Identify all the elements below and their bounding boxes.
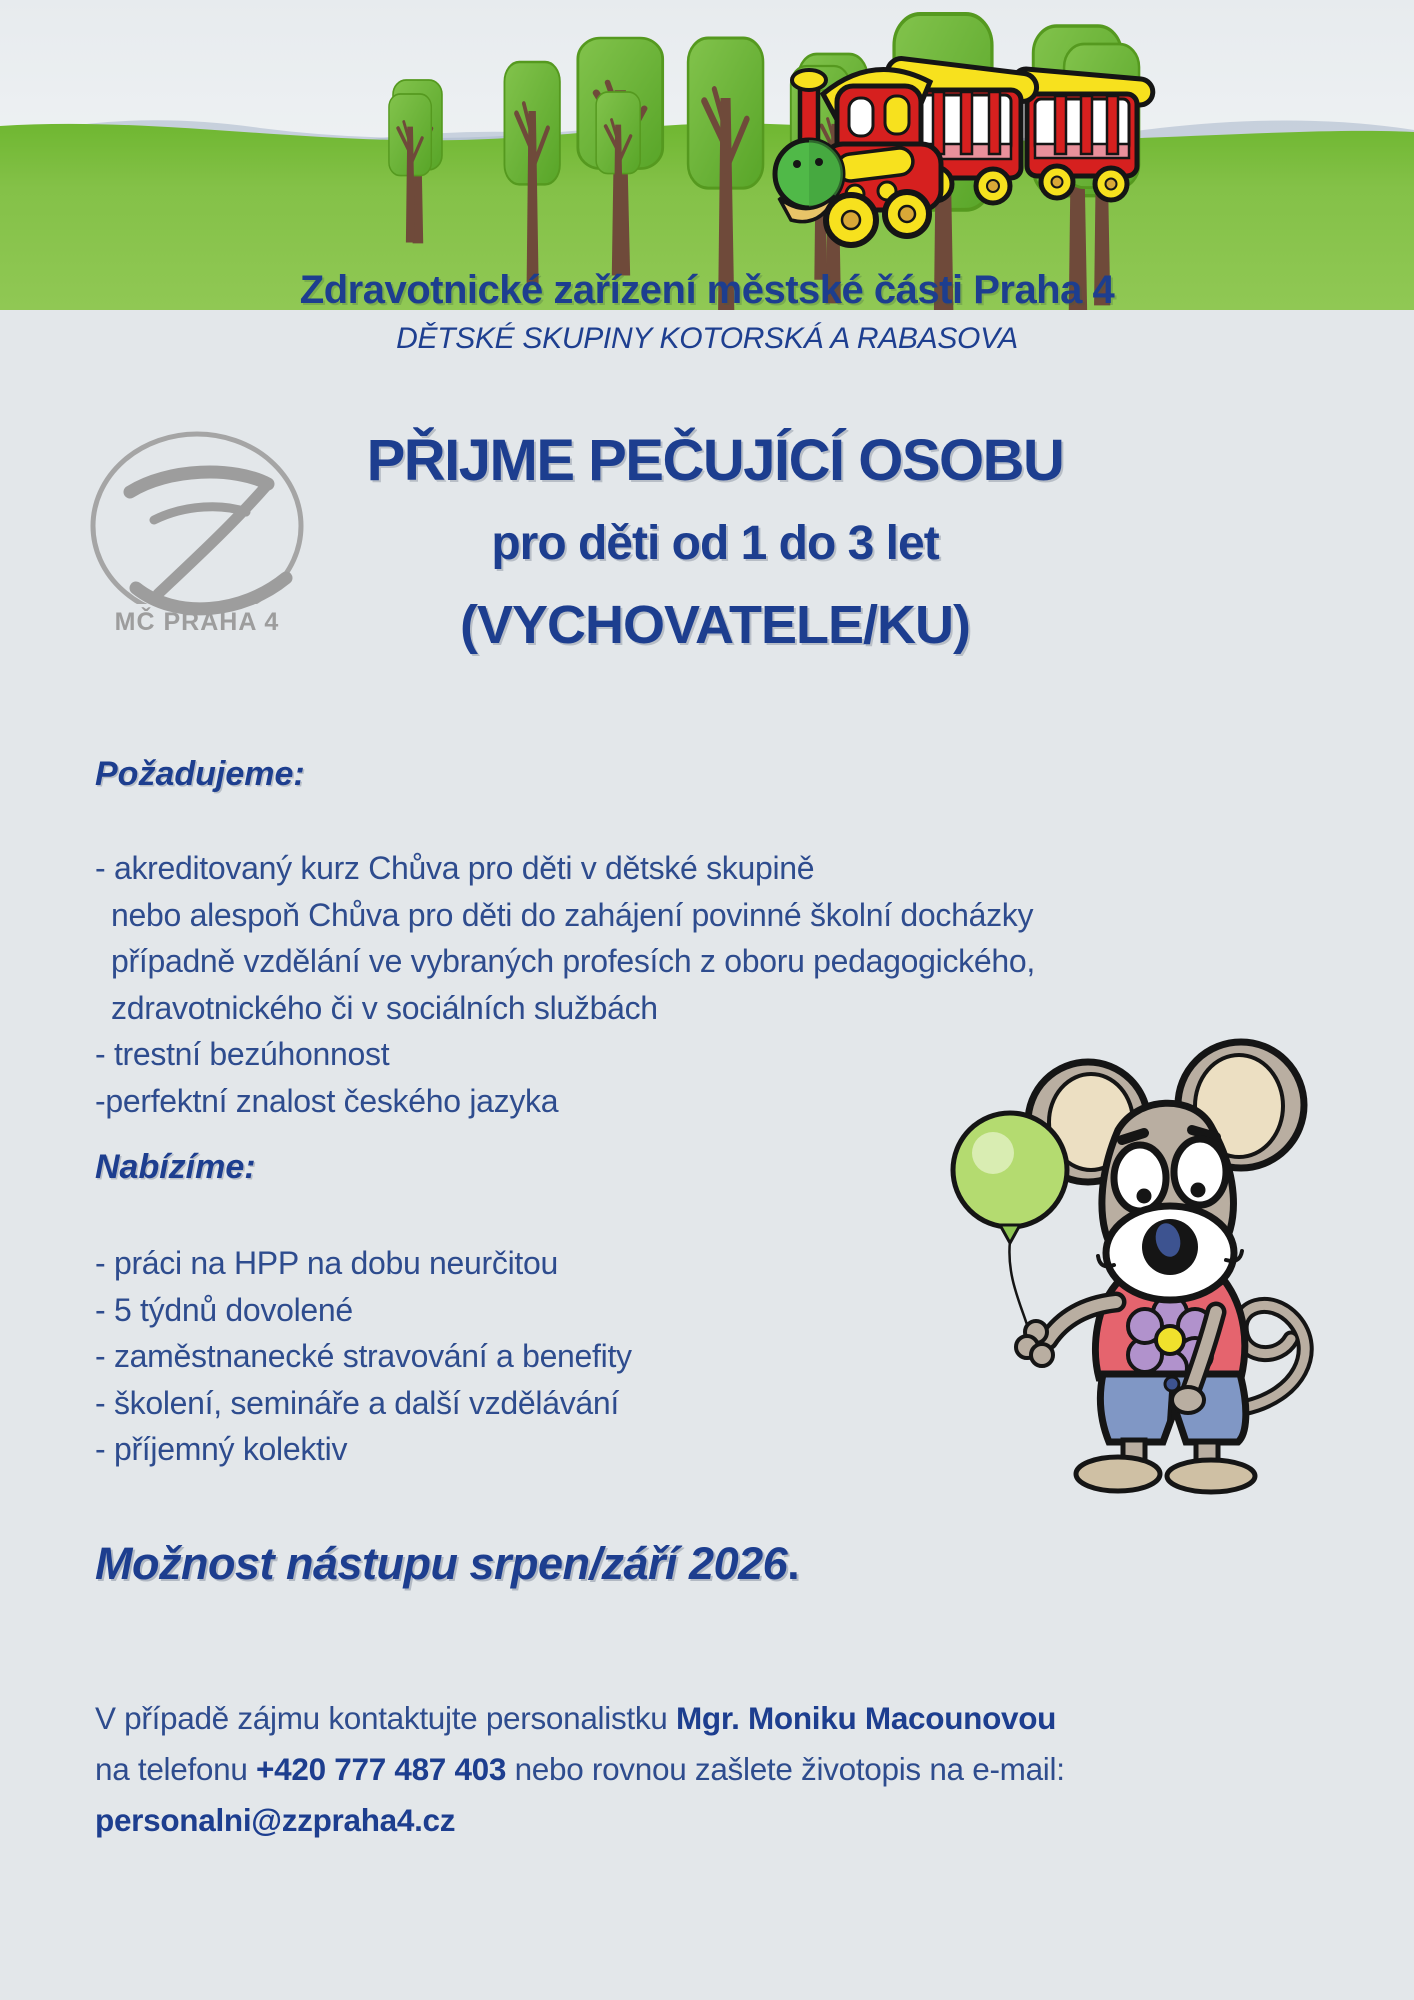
list-item: - příjemný kolektiv — [95, 1431, 348, 1467]
list-item: - zaměstnanecké stravování a benefity — [95, 1338, 632, 1374]
headline-line-2: pro děti od 1 do 3 let — [491, 517, 939, 570]
logo-z-icon — [84, 426, 309, 641]
contact-line-2 — [95, 1744, 1215, 1795]
contact-intro: V případě zájmu kontaktujte personalistku — [95, 1700, 676, 1736]
contact-email-label: nebo rovnou zašlete životopis na e-mail: — [506, 1751, 1065, 1787]
logo-caption: MČ PRAHA 4 — [114, 608, 280, 636]
contact-phone: +420 777 487 403 — [256, 1751, 507, 1787]
list-item: - 5 týdnů dovolené — [95, 1291, 353, 1328]
mouse-icon — [948, 1010, 1348, 1495]
requirements-list — [95, 845, 1095, 1124]
headline-line-3: (VYCHOVATELE/KU) — [460, 595, 970, 655]
contact-line-1 — [95, 1693, 1215, 1744]
list-item: - školení, semináře a další vzdělávání — [95, 1384, 619, 1421]
availability-text: Možnost nástupu srpen/září 2026 — [95, 1538, 788, 1589]
list-item: - akreditovaný kurz Chůva pro děti v dětské skupině — [95, 850, 815, 886]
list-item: -perfektní znalost českého jazyka — [95, 1082, 559, 1119]
list-item: nebo alespoň Chůva pro děti do zahájení povinné školní docházky — [111, 896, 1034, 933]
offer-heading: Nabízíme: — [95, 1148, 256, 1186]
mouse-tail — [1240, 1305, 1305, 1408]
contact-email: personalni@zzpraha4.cz — [95, 1802, 456, 1838]
availability-period: . — [787, 1538, 800, 1589]
list-item: - trestní bezúhonnost — [95, 1036, 390, 1072]
availability-line — [95, 1538, 799, 1590]
contact-line-3 — [95, 1795, 1215, 1846]
headline-line-1: PŘIJME PEČUJÍCÍ OSOBU — [366, 428, 1064, 493]
list-item: případně vzdělání ve vybraných profesích z oboru pedagogického, — [111, 943, 1035, 979]
list-item: zdravotnického či v sociálních službách — [111, 989, 658, 1026]
banner-illustration — [0, 0, 1414, 310]
requirements-heading: Požadujeme: — [95, 755, 305, 793]
balloon-icon — [953, 1113, 1067, 1338]
list-item: - práci na HPP na dobu neurčitou — [95, 1245, 558, 1281]
organization-title: Zdravotnické zařízení městské části Praha 4 — [299, 268, 1115, 312]
offer-list — [95, 1240, 995, 1473]
contact-paragraph — [95, 1693, 1215, 1846]
headline — [290, 430, 1140, 654]
contact-phone-label: na telefonu — [95, 1751, 257, 1787]
organization-subtitle: DĚTSKÉ SKUPINY KOTORSKÁ A RABASOVA — [396, 322, 1018, 355]
banner-scene-icon — [0, 0, 1414, 310]
contact-name: Mgr. Moniku Macounovou — [675, 1700, 1057, 1736]
logo — [84, 426, 309, 641]
mouse-illustration — [948, 1010, 1348, 1495]
